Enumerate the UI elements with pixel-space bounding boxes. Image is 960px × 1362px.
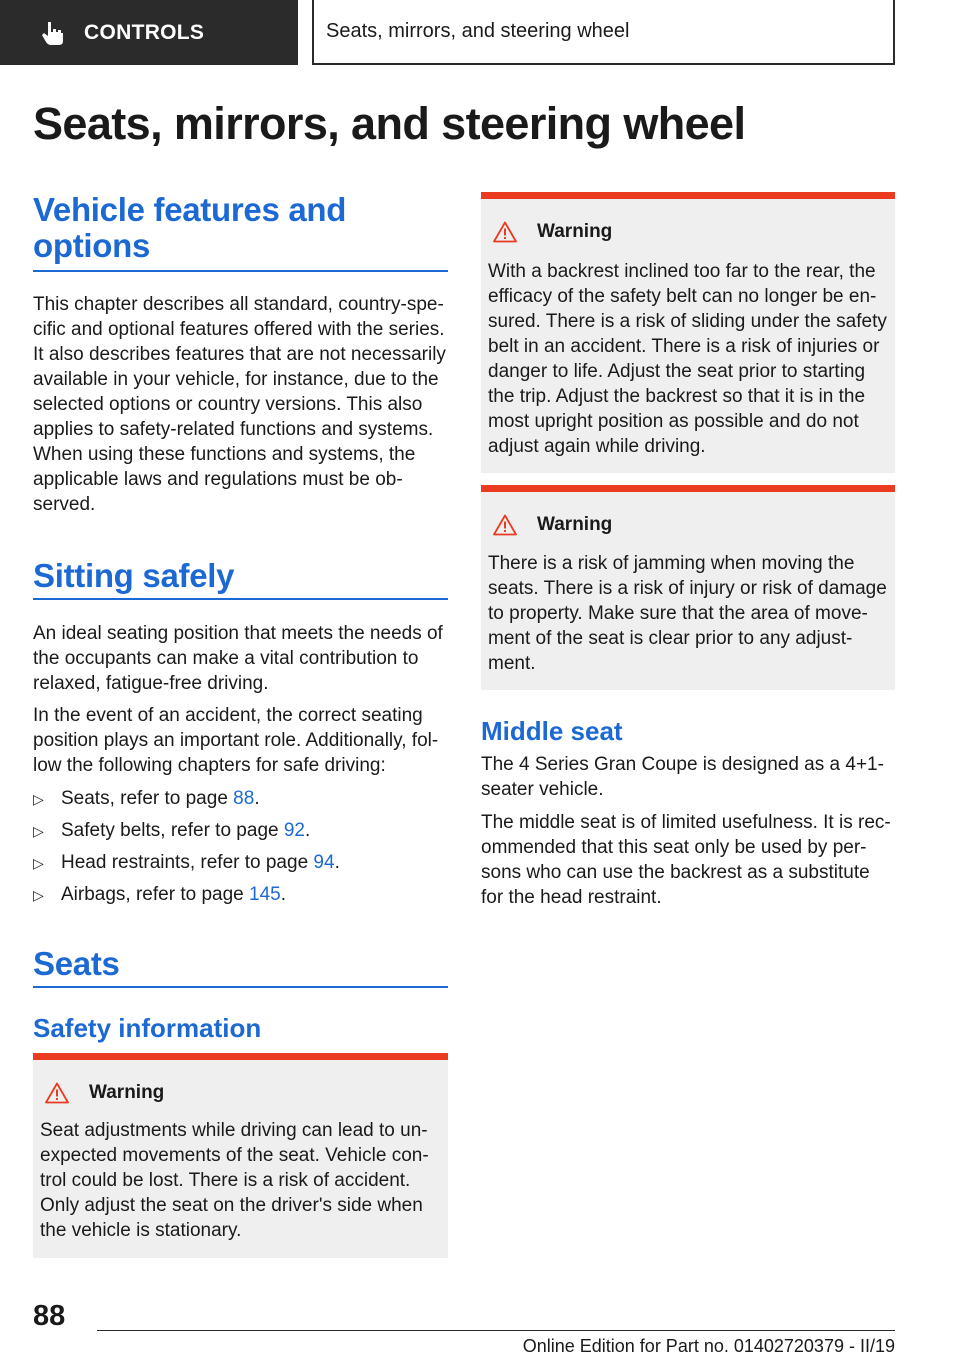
text-line: to property. Make sure that the area of move‐	[488, 603, 868, 624]
subheading-safety-information: Safety information	[33, 1013, 262, 1043]
text-line: adjust again while driving.	[488, 436, 706, 457]
text-line: trol could be lost. There is a risk of accident.	[40, 1170, 411, 1191]
text-line: An ideal seating position that meets the needs of	[33, 623, 443, 644]
text-line: available in your vehicle, for instance, due to the	[33, 369, 439, 390]
text-line: With a backrest inclined too far to the rear, the	[488, 261, 876, 282]
hand-pointer-icon	[40, 20, 66, 46]
list-item-label: Safety belts, refer to page	[61, 820, 284, 841]
page-link-88[interactable]: 88	[233, 788, 255, 809]
middle-seat-paragraph-1	[481, 752, 884, 802]
warning-triangle-icon	[45, 1082, 69, 1104]
warning-text	[488, 259, 887, 459]
text-line: position plays an important role. Additionally, fol‐	[33, 730, 439, 751]
heading-line: Vehicle features and	[33, 191, 347, 228]
list-item	[33, 786, 260, 812]
text-line: ment.	[488, 653, 536, 674]
bullet-triangle-icon: ▷	[33, 855, 44, 871]
list-item-text: Safety belts, refer to page 92.	[61, 820, 311, 841]
text-line: for the head restraint.	[481, 887, 662, 908]
section-tab	[0, 0, 298, 65]
list-item-label: Head restraints, refer to page	[61, 852, 314, 873]
text-line: ment of the seat is clear prior to any adjust‐	[488, 628, 853, 649]
heading-rule	[33, 270, 448, 272]
page-link-145[interactable]: 145	[249, 884, 281, 905]
warning-header	[493, 221, 612, 243]
warning-triangle-icon	[493, 514, 517, 536]
chapter-label: Seats, mirrors, and steering wheel	[326, 20, 630, 42]
warning-text	[40, 1118, 429, 1243]
warning-title: Warning	[537, 221, 613, 242]
text-line: In the event of an accident, the correct seating	[33, 705, 423, 726]
list-item-text: Airbags, refer to page 145.	[61, 884, 286, 905]
list-item-text: Seats, refer to page 88.	[61, 788, 260, 809]
text-line: danger to life. Adjust the seat prior to starting	[488, 361, 866, 382]
heading-vehicle-features	[33, 192, 448, 264]
warning-header	[45, 1082, 164, 1104]
text-line: seats. There is a risk of injury or risk of damage	[488, 578, 887, 599]
chapter-header	[312, 0, 895, 65]
warning-header	[493, 514, 612, 536]
heading-rule	[33, 598, 448, 600]
text-line: This chapter describes all standard, country-spe‐	[33, 294, 444, 315]
text-line: sons who can use the backrest as a substitute	[481, 862, 870, 883]
warning-title: Warning	[89, 1082, 165, 1103]
text-line: The middle seat is of limited usefulness. It is rec‐	[481, 812, 891, 833]
text-line: the trip. Adjust the backrest so that it is in the	[488, 386, 866, 407]
text-line: It also describes features that are not necessarily	[33, 344, 446, 365]
list-item-label: Seats, refer to page	[61, 788, 234, 809]
text-line: low the following chapters for safe driving:	[33, 755, 386, 776]
page-number: 88	[33, 1300, 66, 1332]
middle-seat-paragraph-2	[481, 810, 891, 910]
heading-sitting-safely: Sitting safely	[33, 557, 235, 594]
text-line: Only adjust the seat on the driver's side when	[40, 1195, 423, 1216]
text-line: the vehicle is stationary.	[40, 1220, 242, 1241]
vehicle-features-paragraph	[33, 292, 446, 517]
text-line: The 4 Series Gran Coupe is designed as a 4+1-	[481, 754, 884, 775]
page-title: Seats, mirrors, and steering wheel	[33, 98, 746, 149]
warning-box	[33, 1053, 448, 1258]
edition-note: Online Edition for Part no. 01402720379 - II/19	[522, 1336, 895, 1356]
text-line: served.	[33, 494, 96, 515]
text-line: applies to safety-related functions and systems.	[33, 419, 434, 440]
warning-title: Warning	[537, 514, 613, 535]
page-link-94[interactable]: 94	[313, 852, 335, 873]
text-line: ommended that this seat only be used by per‐	[481, 837, 867, 858]
bullet-triangle-icon: ▷	[33, 791, 44, 807]
list-item-label: Airbags, refer to page	[61, 884, 249, 905]
text-line: applicable laws and regulations must be ob‐	[33, 469, 403, 490]
text-line: expected movements of the seat. Vehicle con‐	[40, 1145, 429, 1166]
warning-text	[488, 551, 887, 676]
warning-box	[481, 192, 895, 473]
text-line: efficacy of the safety belt can no longer be en‐	[488, 286, 877, 307]
text-line: relaxed, fatigue-free driving.	[33, 673, 269, 694]
list-item-text: Head restraints, refer to page 94.	[61, 852, 340, 873]
heading-seats: Seats	[33, 945, 120, 982]
sitting-paragraph-2	[33, 703, 438, 778]
sitting-paragraph-1	[33, 621, 443, 696]
list-item	[33, 818, 310, 844]
text-line: belt in an accident. There is a risk of injuries or	[488, 336, 880, 357]
text-line: sured. There is a risk of sliding under the safety	[488, 311, 887, 332]
bullet-triangle-icon: ▷	[33, 887, 44, 903]
section-label: CONTROLS	[84, 20, 205, 44]
bullet-triangle-icon: ▷	[33, 823, 44, 839]
subheading-middle-seat: Middle seat	[481, 716, 623, 746]
heading-rule	[33, 986, 448, 988]
text-line: Seat adjustments while driving can lead to un‐	[40, 1120, 428, 1141]
warning-box	[481, 485, 895, 690]
text-line: When using these functions and systems, the	[33, 444, 416, 465]
warning-triangle-icon	[493, 221, 517, 243]
text-line: the occupants can make a vital contribution to	[33, 648, 419, 669]
list-item	[33, 882, 286, 908]
list-item	[33, 850, 340, 876]
footer-rule	[97, 1330, 895, 1331]
page-link-92[interactable]: 92	[283, 820, 305, 841]
heading-line: options	[33, 227, 151, 264]
text-line: seater vehicle.	[481, 779, 604, 800]
text-line: most upright position as possible and do not	[488, 411, 859, 432]
text-line: There is a risk of jamming when moving the	[488, 553, 855, 574]
text-line: selected options or country versions. This also	[33, 394, 423, 415]
text-line: cific and optional features offered with the series.	[33, 319, 445, 340]
